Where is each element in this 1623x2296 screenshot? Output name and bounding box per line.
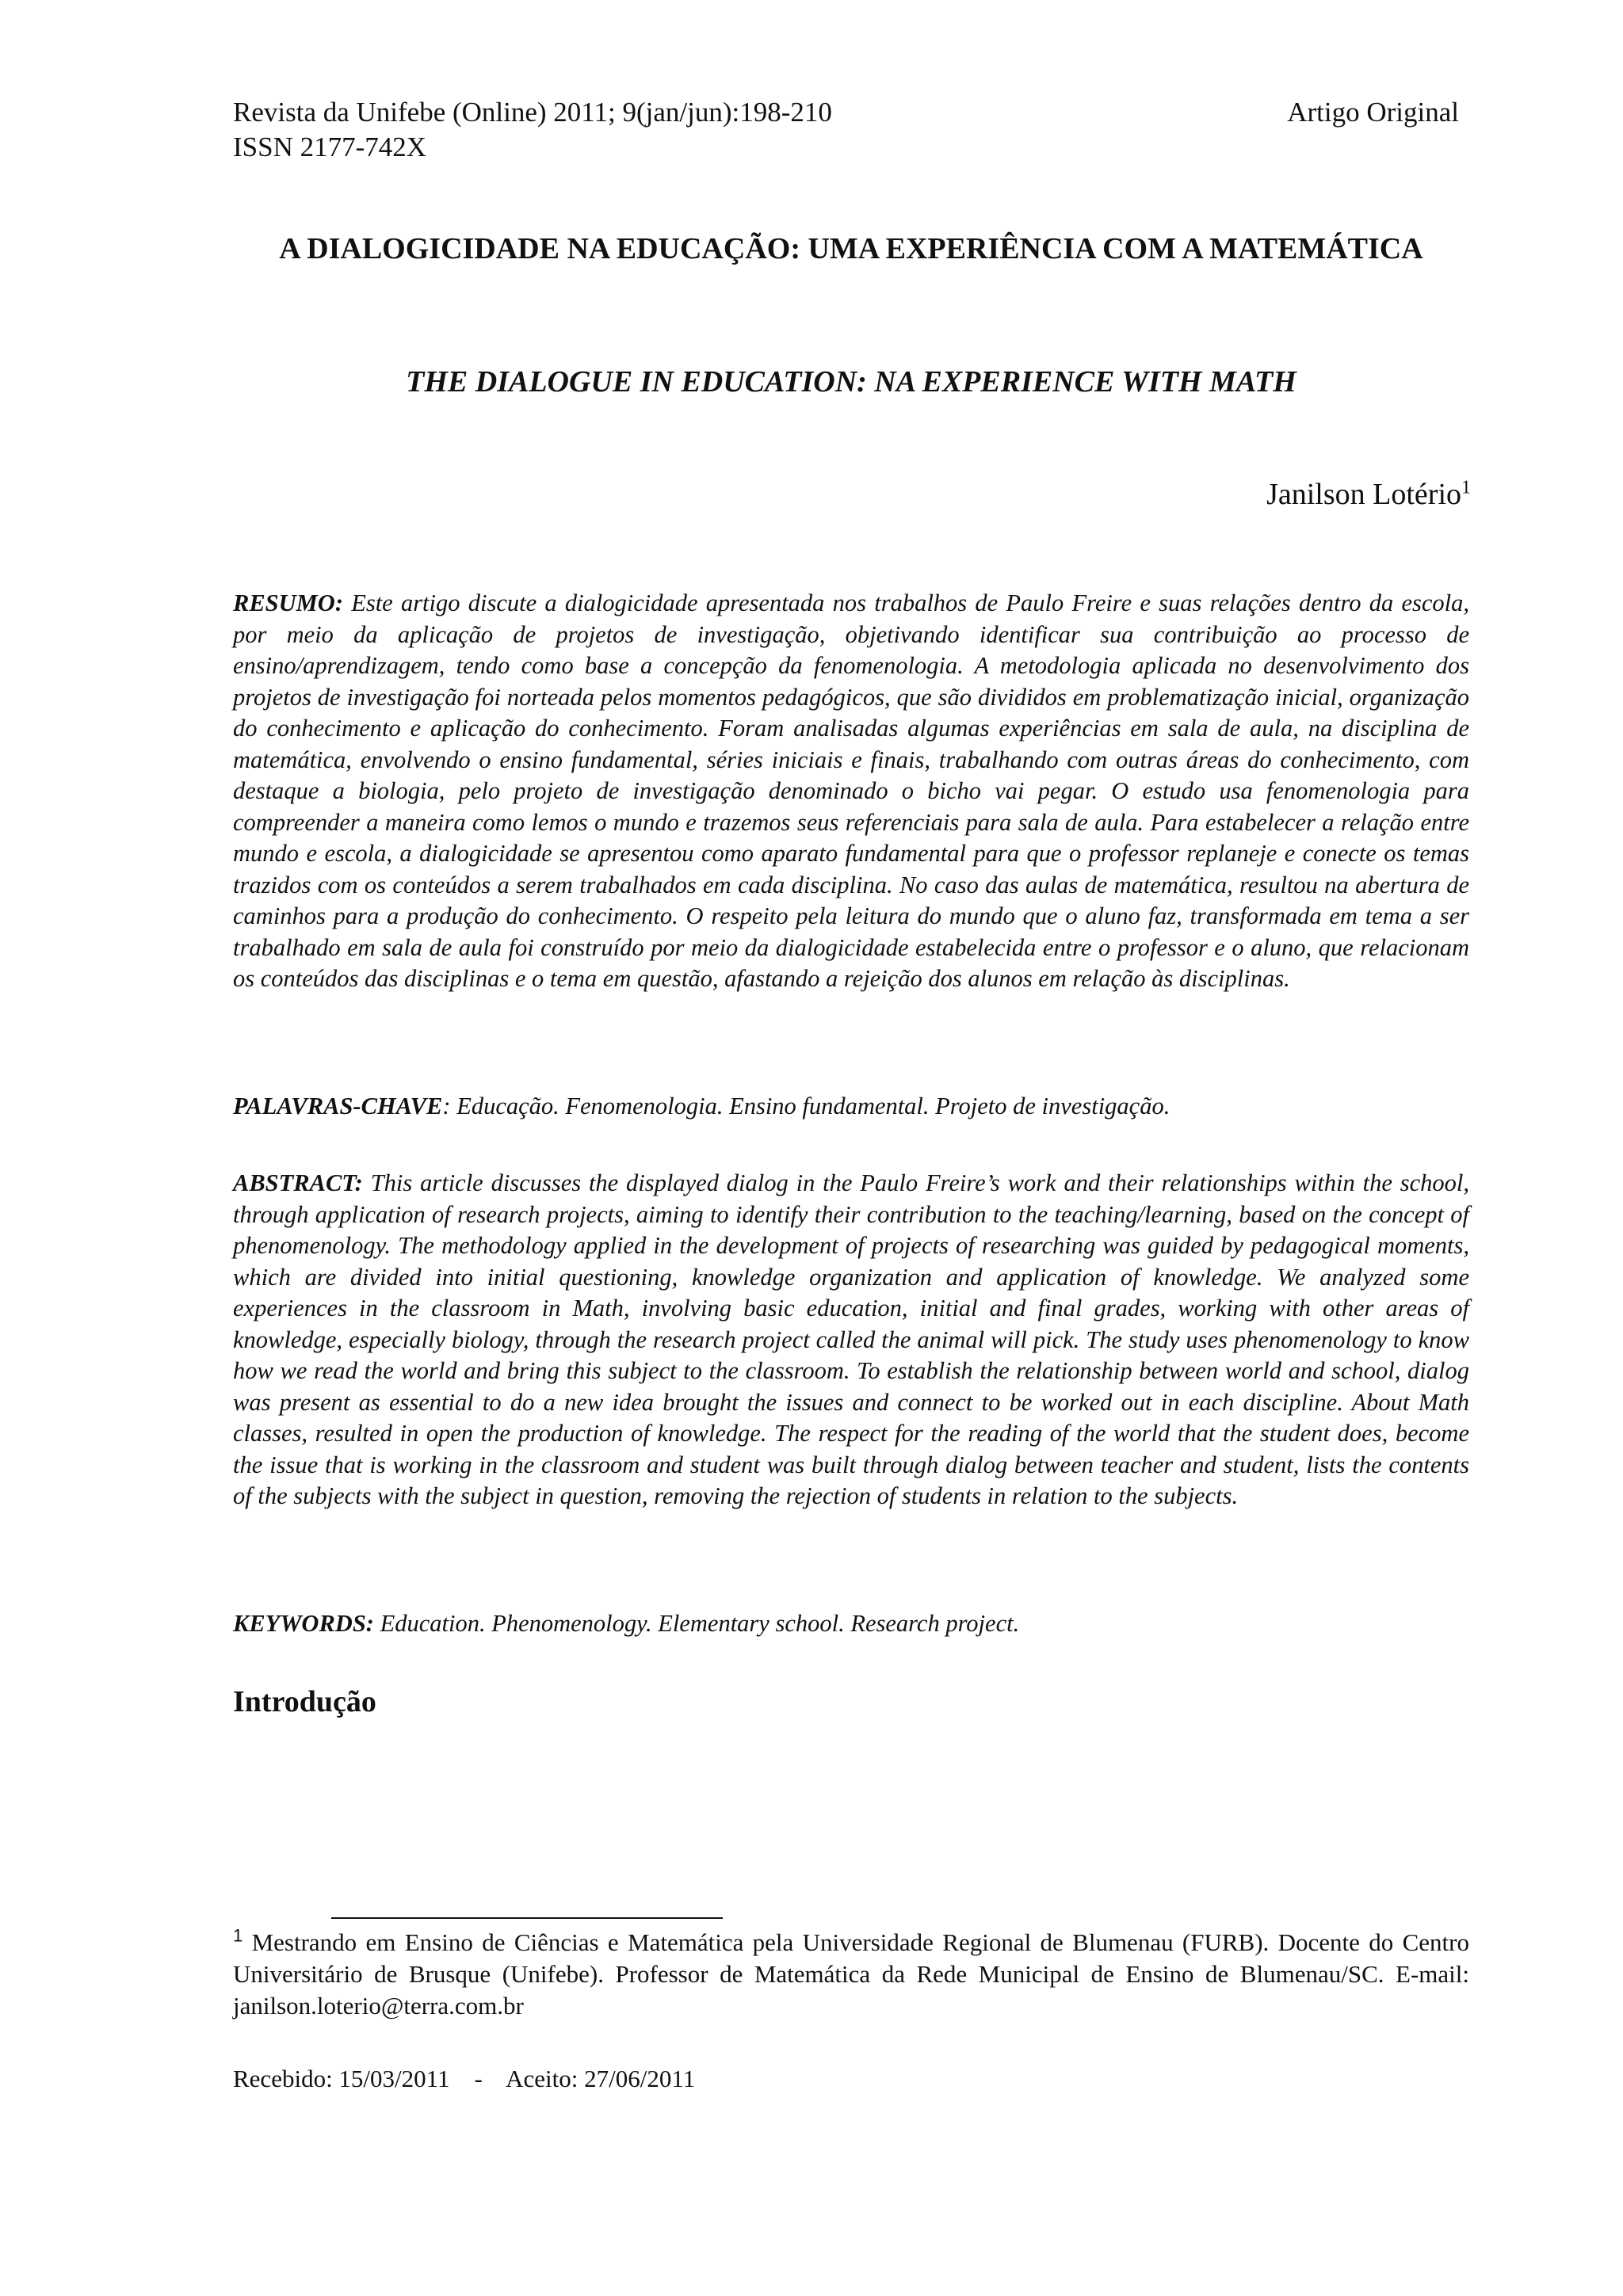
resumo-paragraph: [233, 588, 1469, 995]
article-title: A DIALOGICIDADE NA EDUCAÇÃO: UMA EXPERIÊNCIA COM A MATEMÁTICA: [279, 232, 1423, 265]
article-subtitle: THE DIALOGUE IN EDUCATION: NA EXPERIENCE WITH MATH: [406, 365, 1296, 399]
journal-citation: Revista da Unifebe (Online) 2011; 9(jan/jun):198-210: [233, 97, 832, 128]
footnote: [233, 1927, 1469, 2022]
palavras-chave-paragraph: [233, 1091, 1469, 1123]
resumo-label: RESUMO:: [233, 589, 343, 616]
resumo-text: Este artigo discute a dialogicidade apresentada nos trabalhos de Paulo Freire e suas relações dentro da escola, por meio da aplicação de projetos de investigação, objetivando identificar sua contribuição ao processo de ensino/aprendizagem, tendo como base a concepção da fenomenologia. A metodologia aplicada no desenvolvimento dos projetos de investigação foi norteada pelos momentos pedagógicos, que são divididos em problematização inicial, organização do conhecimento e aplicação do conhecimento. Foram analisadas algumas experiências em sala de aula, na disciplina de matemática, envolvendo o ensino fundamental, séries iniciais e finais, trabalhando com outras áreas do conhecimento, com destaque a biologia, pelo projeto de investigação denominado o bicho vai pegar. O estudo usa fenomenologia para compreender a maneira como lemos o mundo e trazemos seus referenciais para sala de aula. Para estabelecer a relação entre mundo e escola, a dialogicidade se apresentou como aparato fundamental para que o professor replaneje e conecte os temas trazidos com os conteúdos a serem trabalhados em cada disciplina. No caso das aulas de matemática, resultou na abertura de caminhos para a produção do conhecimento. O respeito pela leitura do mundo que o aluno faz, transformada em tema a ser trabalhado em sala de aula foi construído por meio da dialogicidade estabelecida entre o professor e o aluno, que relacionam os conteúdos das disciplinas e o tema em questão, afastando a rejeição dos alunos em relação às disciplinas.: [233, 589, 1469, 992]
keywords-paragraph: [233, 1608, 1469, 1640]
keywords-label: KEYWORDS:: [233, 1610, 374, 1637]
palavras-chave-label: PALAVRAS-CHAVE: [233, 1093, 443, 1119]
abstract-label: ABSTRACT:: [233, 1169, 363, 1196]
footnote-divider: [331, 1917, 723, 1919]
abstract-text: This article discusses the displayed dialog in the Paulo Freire’s work and their relationships within the school, through application of research projects, aiming to identify their contribution to the teaching/learning, based on the concept of phenomenology. The methodology applied in the development of projects of researching was guided by pedagogical moments, which are divided into initial questioning, knowledge organization and application of knowledge. We analyzed some experiences in the classroom in Math, involving basic education, initial and final grades, working with other areas of knowledge, especially biology, through the research project called the animal will pick. The study uses phenomenology to know how we read the world and bring this subject to the classroom. To establish the relationship between world and school, dialog was present as essential to do a new idea brought the issues and connect to be worked out in each discipline. About Math classes, resulted in open the production of knowledge. The respect for the reading of the world that the student does, become the issue that is working in the classroom and student was built through dialog between teacher and student, lists the contents of the subjects with the subject in question, removing the rejection of students in relation to the subjects.: [233, 1169, 1469, 1509]
footnote-mark: 1: [233, 1925, 243, 1946]
article-type: Artigo Original: [1287, 97, 1459, 128]
keywords-text: Education. Phenomenology. Elementary school. Research project.: [373, 1610, 1020, 1637]
palavras-chave-text: : Educação. Fenomenologia. Ensino fundamental. Projeto de investigação.: [442, 1093, 1170, 1119]
author-name: Janilson Lotério: [1266, 478, 1461, 511]
received-accepted-dates: Recebido: 15/03/2011 - Aceito: 27/06/2011: [233, 2065, 696, 2092]
author-line: [1266, 475, 1471, 513]
footnote-text: Mestrando em Ensino de Ciências e Matemática pela Universidade Regional de Blumenau (FURB). Docente do Centro Universitário de Brusque (Unifebe). Professor de Matemática da Rede Municipal de Ensino de Blumenau/SC. E-mail: janilson.loterio@terra.com.br: [233, 1928, 1469, 2019]
journal-issn: ISSN 2177-742X: [233, 132, 427, 162]
section-heading-introducao: Introdução: [233, 1685, 376, 1718]
author-footnote-mark[interactable]: 1: [1461, 477, 1471, 498]
journal-header: [233, 95, 832, 165]
abstract-paragraph: [233, 1168, 1469, 1512]
